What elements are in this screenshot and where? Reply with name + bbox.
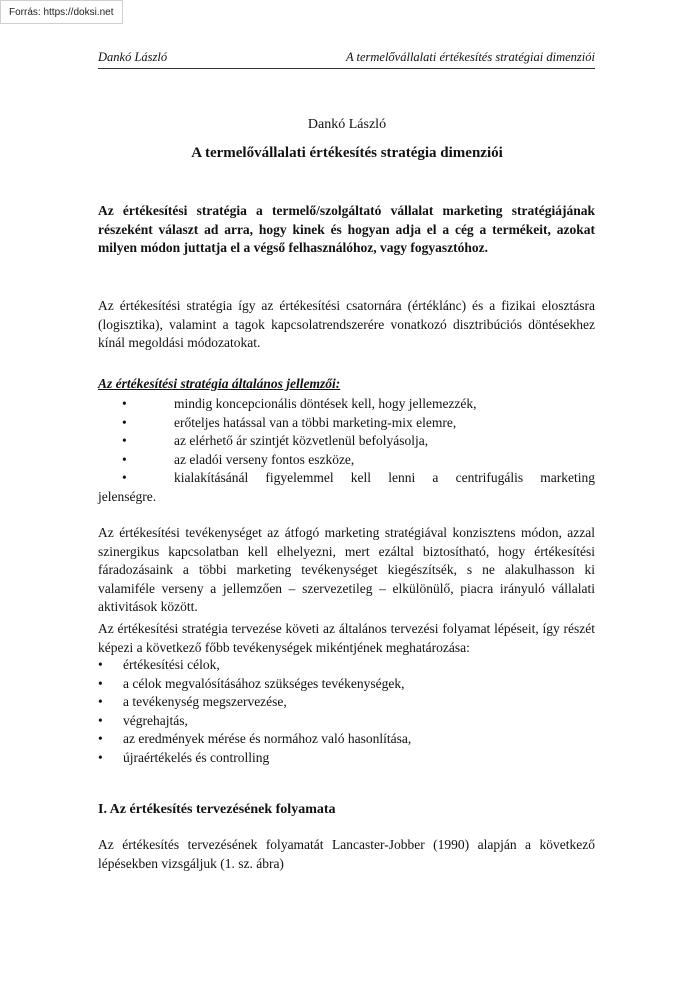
bullet-icon: • [98,712,103,728]
planning-steps-list [98,656,595,767]
document-title: A termelővállalati értékesítés stratégia dimenziói [191,145,503,161]
bullet-icon: • [122,433,127,448]
section-title-general: Az értékesítési stratégia általános jellemzői: [98,376,341,391]
list-item: • az eredmények mérése és normához való hasonlítása, [98,730,595,749]
header-title: A termelővállalati értékesítés stratégiai dimenziói [345,50,595,64]
list-item: • az eladói verseny fontos eszköze, [98,451,595,470]
intro-paragraph: Az értékesítési stratégia a termelő/szolgáltató vállalat marketing stratégiájának részeként választ ad arra, hogy kinek és hogyan adja el a cég a termékeit, azokat milyen módon juttatja el a végső felhasználóhoz, vagy fogyasztóhoz. [98,203,595,255]
bullet-icon: • [122,414,127,430]
source-label[interactable]: Forrás: https://doksi.net [0,0,123,24]
paragraph-lancaster-jobber: Az értékesítés tervezésének folyamatát Lancaster-Jobber (1990) alapján a következő lépésekben vizsgáljuk (1. sz. ábra) [98,837,595,871]
paragraph-distribution: Az értékesítési stratégia így az értékesítési csatornára (értéklánc) és a fizikai elosztásra (logisztika), valamint a tagok kapcsolatrendszerére vonatkozó disztribúciós döntésekhez kínál megoldási módozatokat. [98,298,595,350]
bullet-icon: • [98,694,103,709]
bullet-icon: • [122,396,127,411]
header-author: Dankó László [98,50,168,64]
list-item: • értékesítési célok, [98,656,595,675]
list-item: • az elérhető ár szintjét közvetlenül befolyásolja, [98,432,595,451]
bullet-icon: • [98,675,103,691]
bullet-icon: • [98,657,103,672]
list-item: • újraértékelés és controlling [98,749,595,768]
bullet-icon: • [98,749,103,765]
bullet-icon: • [122,451,127,467]
list-item: • erőteljes hatással van a többi marketing-mix elemre, [98,414,595,433]
general-characteristics-list [98,395,595,506]
list-item: • végrehajtás, [98,712,595,731]
list-item: • kialakításánál figyelemmel kell lenni a centrifugális marketing [98,469,595,488]
list-item: • a célok megvalósításához szükséges tevékenységek, [98,675,595,694]
heading-planning-process: I. Az értékesítés tervezésének folyamata [98,802,336,817]
paragraph-planning: Az értékesítési stratégia tervezése követi az általános tervezési folyamat lépéseit, így részét képezi a következő főbb tevékenységek mikéntjének meghatározása: [98,621,595,655]
paragraph-consistency: Az értékesítési tevékenységet az átfogó marketing stratégiával konzisztens módon, azzal szinergikus kapcsolatban kell elhelyezni, mert ezáltal biztosítható, hogy értékesítési fáradozásaink a többi marketing tevékenységet kiegészítsék, s ne alakulhasson ki valamiféle verseny a jellemzően – szervezetileg – elkülönülő, piacra irányuló vállalati aktivitások között. [98,525,595,614]
list-item-continuation: jelenségre. [98,488,157,504]
running-header [98,50,595,69]
bullet-icon: • [122,470,127,485]
list-item: • a tevékenység megszervezése, [98,693,595,712]
document-author: Dankó László [307,117,387,132]
bullet-icon: • [98,731,103,746]
list-item: • mindig koncepcionális döntések kell, hogy jellemezzék, [98,395,595,414]
